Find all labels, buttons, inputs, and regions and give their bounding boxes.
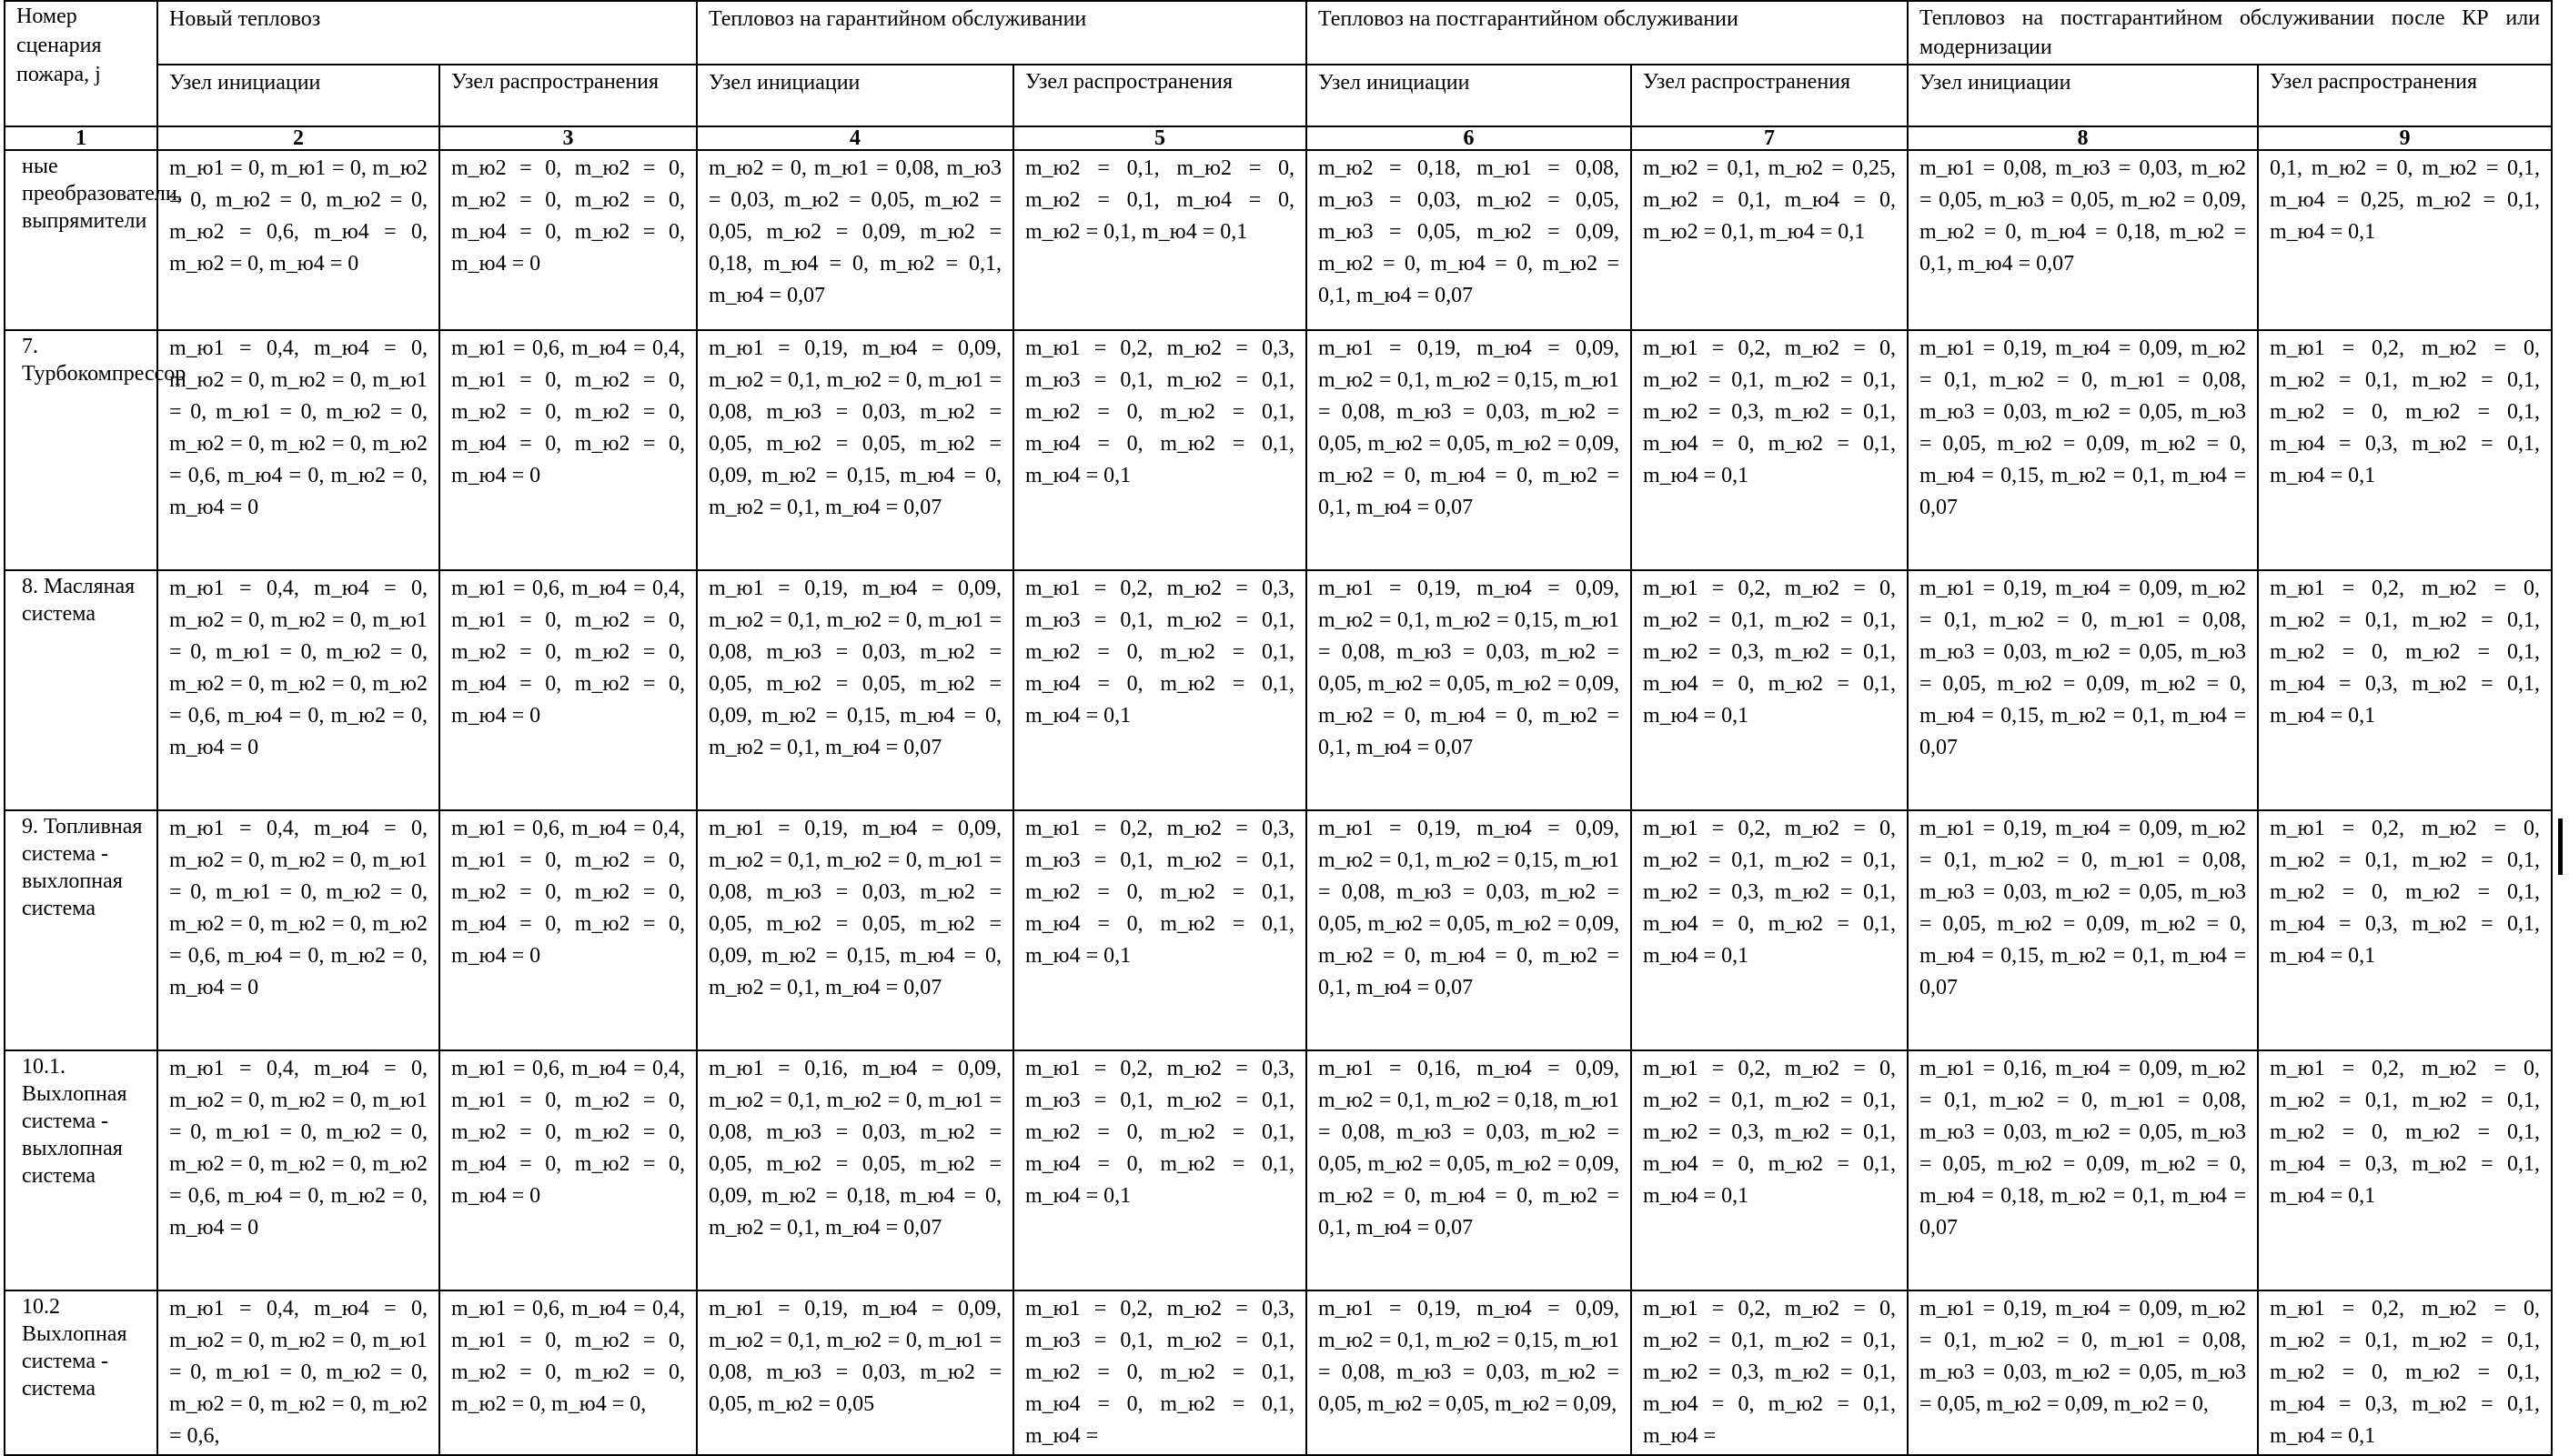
probability-cell: m_ю1 = 0,2, m_ю2 = 0, m_ю2 = 0,1, m_ю2 = 0,1, m_ю2 = 0, m_ю2 = 0,1, m_ю4 = 0,3, m_ю2 = 0,1, m_ю4 = 0,1 [2258, 1050, 2552, 1290]
probability-cell: m_ю1 = 0,19, m_ю4 = 0,09, m_ю2 = 0,1, m_ю2 = 0, m_ю1 = 0,08, m_ю3 = 0,03, m_ю2 = 0,05, m_ю2 = 0,05, m_ю2 = 0,09, m_ю2 = 0,15, m_ю4 = 0, m_ю2 = 0,1, m_ю4 = 0,07 [697, 330, 1013, 570]
probability-cell: m_ю1 = 0,2, m_ю2 = 0, m_ю2 = 0,1, m_ю2 = 0,1, m_ю2 = 0,3, m_ю2 = 0,1, m_ю4 = 0, m_ю2 = 0,1, m_ю4 = 0,1 [1631, 810, 1908, 1050]
sub-header-spread: Узел распространения [1631, 65, 1908, 126]
probability-cell: m_ю1 = 0,2, m_ю2 = 0, m_ю2 = 0,1, m_ю2 = 0,1, m_ю2 = 0, m_ю2 = 0,1, m_ю4 = 0,3, m_ю2 = 0,1, m_ю4 = 0,1 [2258, 330, 2552, 570]
table-row [5, 330, 2552, 570]
scenario-header: Номер сценария пожара, j [5, 1, 157, 126]
probability-cell: m_ю1 = 0,6, m_ю4 = 0,4, m_ю1 = 0, m_ю2 = 0, m_ю2 = 0, m_ю2 = 0, m_ю4 = 0, m_ю2 = 0, m_ю4 = 0 [439, 1050, 697, 1290]
sub-header-init: Узел инициации [1908, 65, 2258, 126]
probability-cell: m_ю1 = 0,2, m_ю2 = 0, m_ю2 = 0,1, m_ю2 = 0,1, m_ю2 = 0,3, m_ю2 = 0,1, m_ю4 = 0, m_ю2 = 0,1, m_ю4 = 0,1 [1631, 570, 1908, 810]
probability-cell: m_ю1 = 0,6, m_ю4 = 0,4, m_ю1 = 0, m_ю2 = 0, m_ю2 = 0, m_ю2 = 0, m_ю4 = 0, m_ю2 = 0, m_ю4 = 0 [439, 810, 697, 1050]
probability-cell: m_ю1 = 0,6, m_ю4 = 0,4, m_ю1 = 0, m_ю2 = 0, m_ю2 = 0, m_ю2 = 0, m_ю4 = 0, m_ю2 = 0, m_ю4 = 0 [439, 570, 697, 810]
probability-cell: m_ю1 = 0,19, m_ю4 = 0,09, m_ю2 = 0,1, m_ю2 = 0, m_ю1 = 0,08, m_ю3 = 0,03, m_ю2 = 0,05, m_ю3 = 0,05, m_ю2 = 0,09, m_ю2 = 0, m_ю4 = 0,15, m_ю2 = 0,1, m_ю4 = 0,07 [1908, 810, 2258, 1050]
table-row [5, 1050, 2552, 1290]
probability-cell: m_ю1 = 0,4, m_ю4 = 0, m_ю2 = 0, m_ю2 = 0, m_ю1 = 0, m_ю1 = 0, m_ю2 = 0, m_ю2 = 0, m_ю2 = 0, m_ю2 = 0,6, m_ю4 = 0, m_ю2 = 0, m_ю4 = 0 [157, 1050, 439, 1290]
probability-cell: m_ю1 = 0,4, m_ю4 = 0, m_ю2 = 0, m_ю2 = 0, m_ю1 = 0, m_ю1 = 0, m_ю2 = 0, m_ю2 = 0, m_ю2 = 0, m_ю2 = 0,6, m_ю4 = 0, m_ю2 = 0, m_ю4 = 0 [157, 330, 439, 570]
probability-cell: m_ю2 = 0,1, m_ю2 = 0,25, m_ю2 = 0,1, m_ю4 = 0, m_ю2 = 0,1, m_ю4 = 0,1 [1631, 150, 1908, 330]
column-number: 7 [1631, 126, 1908, 150]
probability-cell: m_ю1 = 0,2, m_ю2 = 0, m_ю2 = 0,1, m_ю2 = 0,1, m_ю2 = 0, m_ю2 = 0,1, m_ю4 = 0,3, m_ю2 = 0,1, m_ю4 = 0,1 [2258, 810, 2552, 1050]
scenario-name: 7. Турбокомпрессор [5, 330, 157, 570]
probability-cell: m_ю2 = 0, m_ю2 = 0, m_ю2 = 0, m_ю2 = 0, m_ю4 = 0, m_ю2 = 0, m_ю4 = 0 [439, 150, 697, 330]
sub-header-init: Узел инициации [697, 65, 1013, 126]
probability-cell: m_ю2 = 0,1, m_ю2 = 0, m_ю2 = 0,1, m_ю4 = 0, m_ю2 = 0,1, m_ю4 = 0,1 [1013, 150, 1306, 330]
probability-cell: m_ю2 = 0, m_ю1 = 0,08, m_ю3 = 0,03, m_ю2 = 0,05, m_ю2 = 0,05, m_ю2 = 0,09, m_ю2 = 0,18, m_ю4 = 0, m_ю2 = 0,1, m_ю4 = 0,07 [697, 150, 1013, 330]
column-number: 6 [1306, 126, 1631, 150]
table-row [5, 570, 2552, 810]
sub-header-init: Узел инициации [157, 65, 439, 126]
probability-cell: m_ю1 = 0,16, m_ю4 = 0,09, m_ю2 = 0,1, m_ю2 = 0, m_ю1 = 0,08, m_ю3 = 0,03, m_ю2 = 0,05, m_ю2 = 0,05, m_ю2 = 0,09, m_ю2 = 0,18, m_ю4 = 0, m_ю2 = 0,1, m_ю4 = 0,07 [697, 1050, 1013, 1290]
probability-cell: m_ю1 = 0,2, m_ю2 = 0, m_ю2 = 0,1, m_ю2 = 0,1, m_ю2 = 0,3, m_ю2 = 0,1, m_ю4 = 0, m_ю2 = 0,1, m_ю4 = 0,1 [1631, 330, 1908, 570]
table-row [5, 810, 2552, 1050]
probability-cell: m_ю1 = 0,2, m_ю2 = 0, m_ю2 = 0,1, m_ю2 = 0,1, m_ю2 = 0,3, m_ю2 = 0,1, m_ю4 = 0, m_ю2 = 0,1, m_ю4 = [1631, 1290, 1908, 1455]
group-header-warranty: Тепловоз на гарантийном обслуживании [697, 1, 1306, 65]
probability-cell: 0,1, m_ю2 = 0, m_ю2 = 0,1, m_ю4 = 0,25, m_ю2 = 0,1, m_ю4 = 0,1 [2258, 150, 2552, 330]
scenario-name: ные преобразователи, выпрямители [5, 150, 157, 330]
column-number: 9 [2258, 126, 2552, 150]
probability-cell: m_ю1 = 0,2, m_ю2 = 0,3, m_ю3 = 0,1, m_ю2 = 0,1, m_ю2 = 0, m_ю2 = 0,1, m_ю4 = 0, m_ю2 = 0,1, m_ю4 = 0,1 [1013, 1050, 1306, 1290]
sub-header-spread: Узел распространения [1013, 65, 1306, 126]
group-header-post-warranty: Тепловоз на постгарантийном обслуживании [1306, 1, 1908, 65]
table-row [5, 1290, 2552, 1455]
probability-cell: m_ю1 = 0,6, m_ю4 = 0,4, m_ю1 = 0, m_ю2 = 0, m_ю2 = 0, m_ю2 = 0, m_ю4 = 0, m_ю2 = 0, m_ю4 = 0 [439, 330, 697, 570]
scenario-name: 10.2 Выхлопная система - система [5, 1290, 157, 1455]
sub-header-spread: Узел распространения [439, 65, 697, 126]
probability-cell: m_ю1 = 0,19, m_ю4 = 0,09, m_ю2 = 0,1, m_ю2 = 0, m_ю1 = 0,08, m_ю3 = 0,03, m_ю2 = 0,05, m_ю2 = 0,05 [697, 1290, 1013, 1455]
column-number: 3 [439, 126, 697, 150]
scenario-name: 9. Топливная система - выхлопная система [5, 810, 157, 1050]
probability-cell: m_ю1 = 0,2, m_ю2 = 0,3, m_ю3 = 0,1, m_ю2 = 0,1, m_ю2 = 0, m_ю2 = 0,1, m_ю4 = 0, m_ю2 = 0,1, m_ю4 = [1013, 1290, 1306, 1455]
probability-cell: m_ю1 = 0,19, m_ю4 = 0,09, m_ю2 = 0,1, m_ю2 = 0,15, m_ю1 = 0,08, m_ю3 = 0,03, m_ю2 = 0,05, m_ю2 = 0,05, m_ю2 = 0,09, m_ю2 = 0, m_ю4 = 0, m_ю2 = 0,1, m_ю4 = 0,07 [1306, 330, 1631, 570]
probability-cell: m_ю1 = 0,19, m_ю4 = 0,09, m_ю2 = 0,1, m_ю2 = 0,15, m_ю1 = 0,08, m_ю3 = 0,03, m_ю2 = 0,05, m_ю2 = 0,05, m_ю2 = 0,09, m_ю2 = 0, m_ю4 = 0, m_ю2 = 0,1, m_ю4 = 0,07 [1306, 810, 1631, 1050]
column-number: 5 [1013, 126, 1306, 150]
column-number: 2 [157, 126, 439, 150]
probability-cell: m_ю1 = 0,19, m_ю4 = 0,09, m_ю2 = 0,1, m_ю2 = 0, m_ю1 = 0,08, m_ю3 = 0,03, m_ю2 = 0,05, m_ю2 = 0,05, m_ю2 = 0,09, m_ю2 = 0,15, m_ю4 = 0, m_ю2 = 0,1, m_ю4 = 0,07 [697, 570, 1013, 810]
probability-cell: m_ю1 = 0,2, m_ю2 = 0,3, m_ю3 = 0,1, m_ю2 = 0,1, m_ю2 = 0, m_ю2 = 0,1, m_ю4 = 0, m_ю2 = 0,1, m_ю4 = 0,1 [1013, 330, 1306, 570]
group-header-new: Новый тепловоз [157, 1, 697, 65]
probability-cell: m_ю1 = 0,19, m_ю4 = 0,09, m_ю2 = 0,1, m_ю2 = 0, m_ю1 = 0,08, m_ю3 = 0,03, m_ю2 = 0,05, m_ю3 = 0,05, m_ю2 = 0,09, m_ю2 = 0, m_ю4 = 0,15, m_ю2 = 0,1, m_ю4 = 0,07 [1908, 330, 2258, 570]
sub-header-spread: Узел распространения [2258, 65, 2552, 126]
scenario-name: 10.1. Выхлопная система - выхлопная система [5, 1050, 157, 1290]
scenario-name: 8. Масляная система [5, 570, 157, 810]
column-number: 1 [5, 126, 157, 150]
column-number: 4 [697, 126, 1013, 150]
sub-header-init: Узел инициации [1306, 65, 1631, 126]
probability-cell: m_ю1 = 0,4, m_ю4 = 0, m_ю2 = 0, m_ю2 = 0, m_ю1 = 0, m_ю1 = 0, m_ю2 = 0, m_ю2 = 0, m_ю2 = 0, m_ю2 = 0,6, m_ю4 = 0, m_ю2 = 0, m_ю4 = 0 [157, 570, 439, 810]
probability-cell: m_ю1 = 0,6, m_ю4 = 0,4, m_ю1 = 0, m_ю2 = 0, m_ю2 = 0, m_ю2 = 0, m_ю2 = 0, m_ю4 = 0, [439, 1290, 697, 1455]
probability-cell: m_ю1 = 0,2, m_ю2 = 0, m_ю2 = 0,1, m_ю2 = 0,1, m_ю2 = 0,3, m_ю2 = 0,1, m_ю4 = 0, m_ю2 = 0,1, m_ю4 = 0,1 [1631, 1050, 1908, 1290]
header-row-sub [5, 65, 2552, 126]
text-cursor-mark [2558, 818, 2563, 875]
probability-cell: m_ю1 = 0,2, m_ю2 = 0,3, m_ю3 = 0,1, m_ю2 = 0,1, m_ю2 = 0, m_ю2 = 0,1, m_ю4 = 0, m_ю2 = 0,1, m_ю4 = 0,1 [1013, 810, 1306, 1050]
probability-cell: m_ю1 = 0,08, m_ю3 = 0,03, m_ю2 = 0,05, m_ю3 = 0,05, m_ю2 = 0,09, m_ю2 = 0, m_ю4 = 0,18, m_ю2 = 0,1, m_ю4 = 0,07 [1908, 150, 2258, 330]
column-number: 8 [1908, 126, 2258, 150]
probability-cell: m_ю2 = 0,18, m_ю1 = 0,08, m_ю3 = 0,03, m_ю2 = 0,05, m_ю3 = 0,05, m_ю2 = 0,09, m_ю2 = 0, m_ю4 = 0, m_ю2 = 0,1, m_ю4 = 0,07 [1306, 150, 1631, 330]
probability-cell: m_ю1 = 0,4, m_ю4 = 0, m_ю2 = 0, m_ю2 = 0, m_ю1 = 0, m_ю1 = 0, m_ю2 = 0, m_ю2 = 0, m_ю2 = 0, m_ю2 = 0,6, m_ю4 = 0, m_ю2 = 0, m_ю4 = 0 [157, 810, 439, 1050]
table-row [5, 150, 2552, 330]
probability-cell: m_ю1 = 0, m_ю1 = 0, m_ю2 = 0, m_ю2 = 0, m_ю2 = 0, m_ю2 = 0,6, m_ю4 = 0, m_ю2 = 0, m_ю4 = 0 [157, 150, 439, 330]
probability-cell: m_ю1 = 0,2, m_ю2 = 0, m_ю2 = 0,1, m_ю2 = 0,1, m_ю2 = 0, m_ю2 = 0,1, m_ю4 = 0,3, m_ю2 = 0,1, m_ю4 = 0,1 [2258, 570, 2552, 810]
probability-cell: m_ю1 = 0,19, m_ю4 = 0,09, m_ю2 = 0,1, m_ю2 = 0, m_ю1 = 0,08, m_ю3 = 0,03, m_ю2 = 0,05, m_ю2 = 0,05, m_ю2 = 0,09, m_ю2 = 0,15, m_ю4 = 0, m_ю2 = 0,1, m_ю4 = 0,07 [697, 810, 1013, 1050]
group-header-post-repair: Тепловоз на постгарантийном обслуживании после КР или модернизации [1908, 1, 2552, 65]
probability-cell: m_ю1 = 0,19, m_ю4 = 0,09, m_ю2 = 0,1, m_ю2 = 0, m_ю1 = 0,08, m_ю3 = 0,03, m_ю2 = 0,05, m_ю3 = 0,05, m_ю2 = 0,09, m_ю2 = 0, m_ю4 = 0,15, m_ю2 = 0,1, m_ю4 = 0,07 [1908, 570, 2258, 810]
probability-cell: m_ю1 = 0,19, m_ю4 = 0,09, m_ю2 = 0,1, m_ю2 = 0, m_ю1 = 0,08, m_ю3 = 0,03, m_ю2 = 0,05, m_ю3 = 0,05, m_ю2 = 0,09, m_ю2 = 0, [1908, 1290, 2258, 1455]
header-row-groups [5, 1, 2552, 65]
document-page [4, 0, 2551, 1456]
probability-cell: m_ю1 = 0,4, m_ю4 = 0, m_ю2 = 0, m_ю2 = 0, m_ю1 = 0, m_ю1 = 0, m_ю2 = 0, m_ю2 = 0, m_ю2 = 0, m_ю2 = 0,6, [157, 1290, 439, 1455]
probability-cell: m_ю1 = 0,16, m_ю4 = 0,09, m_ю2 = 0,1, m_ю2 = 0,18, m_ю1 = 0,08, m_ю3 = 0,03, m_ю2 = 0,05, m_ю2 = 0,05, m_ю2 = 0,09, m_ю2 = 0, m_ю4 = 0, m_ю2 = 0,1, m_ю4 = 0,07 [1306, 1050, 1631, 1290]
fire-scenario-table [4, 0, 2553, 1456]
probability-cell: m_ю1 = 0,19, m_ю4 = 0,09, m_ю2 = 0,1, m_ю2 = 0,15, m_ю1 = 0,08, m_ю3 = 0,03, m_ю2 = 0,05, m_ю2 = 0,05, m_ю2 = 0,09, [1306, 1290, 1631, 1455]
probability-cell: m_ю1 = 0,16, m_ю4 = 0,09, m_ю2 = 0,1, m_ю2 = 0, m_ю1 = 0,08, m_ю3 = 0,03, m_ю2 = 0,05, m_ю3 = 0,05, m_ю2 = 0,09, m_ю2 = 0, m_ю4 = 0,18, m_ю2 = 0,1, m_ю4 = 0,07 [1908, 1050, 2258, 1290]
probability-cell: m_ю1 = 0,2, m_ю2 = 0,3, m_ю3 = 0,1, m_ю2 = 0,1, m_ю2 = 0, m_ю2 = 0,1, m_ю4 = 0, m_ю2 = 0,1, m_ю4 = 0,1 [1013, 570, 1306, 810]
header-row-numbers [5, 126, 2552, 150]
probability-cell: m_ю1 = 0,19, m_ю4 = 0,09, m_ю2 = 0,1, m_ю2 = 0,15, m_ю1 = 0,08, m_ю3 = 0,03, m_ю2 = 0,05, m_ю2 = 0,05, m_ю2 = 0,09, m_ю2 = 0, m_ю4 = 0, m_ю2 = 0,1, m_ю4 = 0,07 [1306, 570, 1631, 810]
probability-cell: m_ю1 = 0,2, m_ю2 = 0, m_ю2 = 0,1, m_ю2 = 0,1, m_ю2 = 0, m_ю2 = 0,1, m_ю4 = 0,3, m_ю2 = 0,1, m_ю4 = 0,1 [2258, 1290, 2552, 1455]
